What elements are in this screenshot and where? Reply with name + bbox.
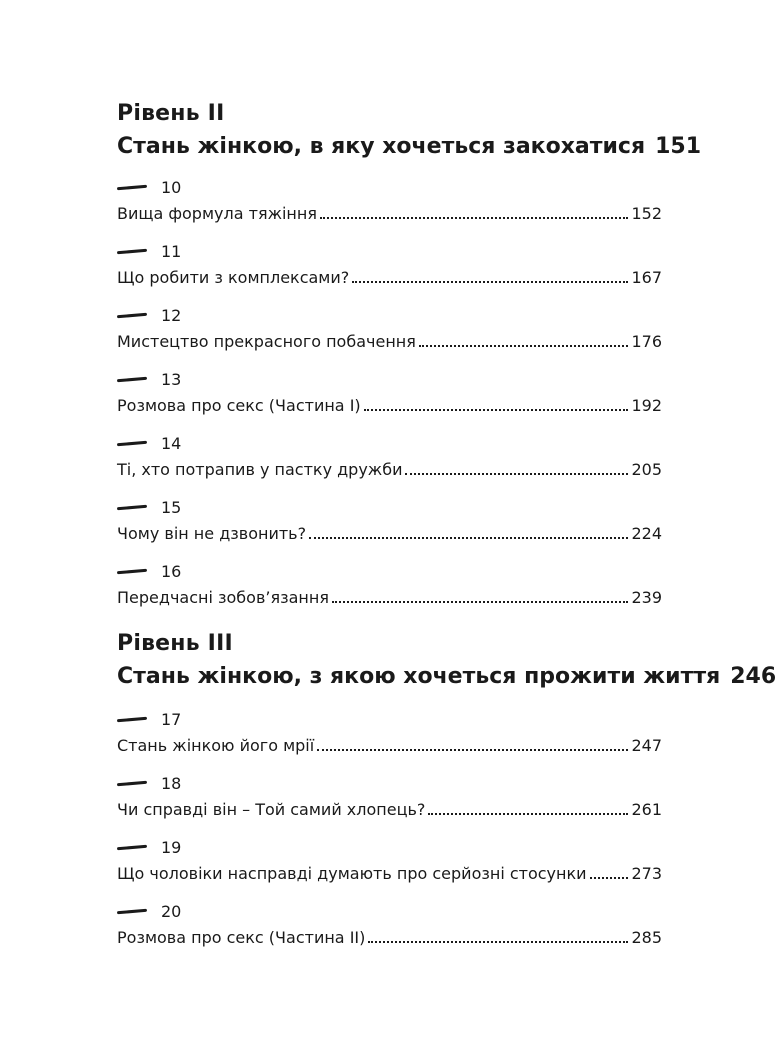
- dash-mark: [117, 184, 147, 190]
- chapter-title: Вища формула тяжіння: [117, 204, 317, 223]
- leader-dots: [352, 281, 628, 283]
- leader-dots: [419, 345, 629, 347]
- chapter-number: 15: [161, 497, 182, 517]
- toc-entry: [117, 772, 662, 822]
- chapter-title: Розмова про секс (Частина II): [117, 928, 366, 947]
- chapter-page-number: 152: [631, 204, 662, 223]
- level-title: Рівень II: [117, 101, 225, 126]
- dash-mark: [117, 844, 147, 850]
- toc-entry: [117, 836, 662, 886]
- level-heading: [117, 662, 776, 692]
- chapter-page-number: 167: [631, 268, 662, 287]
- chapter-title: Стань жінкою його мрії: [117, 736, 315, 755]
- dash-mark: [117, 568, 147, 574]
- level-heading: [117, 132, 702, 162]
- chapter-title: Чому він не дзвонить?: [117, 524, 307, 543]
- leader-dots: [364, 409, 629, 411]
- chapter-number: 20: [161, 901, 182, 921]
- leader-dots: [590, 877, 629, 879]
- dash-mark: [117, 312, 147, 318]
- chapter-number: 13: [161, 369, 182, 389]
- dash-mark: [117, 716, 147, 722]
- leader-dots: [368, 941, 628, 943]
- chapter-page-number: 176: [631, 332, 662, 351]
- leader-dots: [332, 601, 629, 603]
- leader-dots: [309, 537, 628, 539]
- chapter-number: 14: [161, 433, 182, 453]
- chapter-page-number: 285: [631, 928, 662, 947]
- leader-dots: [428, 813, 628, 815]
- chapter-title: Що чоловіки насправді думають про серйозні стосунки: [117, 864, 587, 883]
- level-page-number: 246: [730, 664, 776, 689]
- chapter-title: Розмова про секс (Частина I): [117, 396, 361, 415]
- toc-entry: [117, 240, 662, 290]
- leader-dots: [405, 473, 628, 475]
- chapter-number: 17: [161, 709, 182, 729]
- chapter-title: Що робити з комплексами?: [117, 268, 350, 287]
- dash-mark: [117, 504, 147, 510]
- chapter-page-number: 192: [631, 396, 662, 415]
- chapter-page-number: 205: [631, 460, 662, 479]
- level-3: [117, 630, 776, 692]
- toc-entry: [117, 900, 662, 950]
- chapter-title: Передчасні зобов’язання: [117, 588, 329, 607]
- chapter-page-number: 239: [631, 588, 662, 607]
- chapter-page-number: 224: [631, 524, 662, 543]
- dash-mark: [117, 376, 147, 382]
- level-heading-text: Стань жінкою, в яку хочеться закохатися: [117, 134, 646, 159]
- chapter-number: 12: [161, 305, 182, 325]
- toc-entry: [117, 176, 662, 226]
- level-heading-text: Стань жінкою, з якою хочеться прожити життя: [117, 664, 721, 689]
- level-title: Рівень III: [117, 631, 233, 656]
- toc-entry: [117, 432, 662, 482]
- chapter-number: 19: [161, 837, 182, 857]
- toc-entry: [117, 304, 662, 354]
- toc-entry: [117, 560, 662, 610]
- chapter-page-number: 247: [631, 736, 662, 755]
- leader-dots: [317, 749, 628, 751]
- level-2: [117, 100, 702, 162]
- toc-entry: [117, 708, 662, 758]
- chapter-page-number: 273: [631, 864, 662, 883]
- chapter-title: Мистецтво прекрасного побачення: [117, 332, 416, 351]
- chapter-number: 10: [161, 177, 182, 197]
- toc-entry: [117, 496, 662, 546]
- dash-mark: [117, 440, 147, 446]
- chapter-title: Чи справді він – Той самий хлопець?: [117, 800, 426, 819]
- dash-mark: [117, 780, 147, 786]
- chapter-number: 16: [161, 561, 182, 581]
- dash-mark: [117, 248, 147, 254]
- leader-dots: [320, 217, 628, 219]
- dash-mark: [117, 908, 147, 914]
- toc-entry: [117, 368, 662, 418]
- level-page-number: 151: [655, 134, 702, 159]
- chapter-title: Ті, хто потрапив у пастку дружби: [117, 460, 403, 479]
- chapter-number: 18: [161, 773, 182, 793]
- chapter-number: 11: [161, 241, 182, 261]
- chapter-page-number: 261: [631, 800, 662, 819]
